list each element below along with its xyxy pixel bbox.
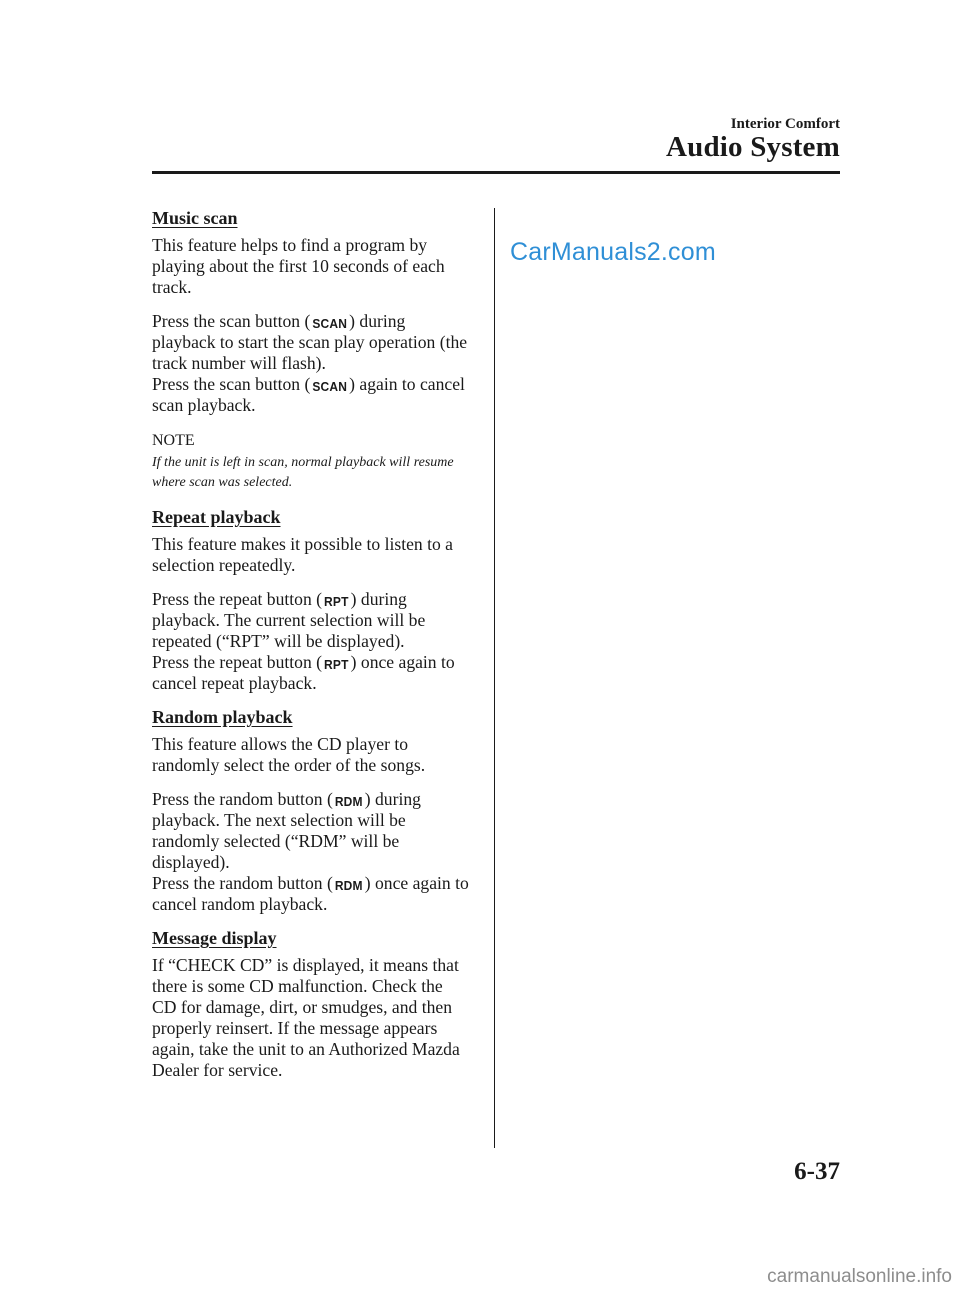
watermark-text: CarManuals2.com — [510, 238, 716, 266]
page-title: Audio System — [665, 131, 840, 163]
section-label: Interior Comfort — [730, 116, 840, 132]
text-fragment: Press the random button ( — [152, 873, 333, 893]
random-playback-intro: This feature allows the CD player to randomly select the order of the songs. — [152, 734, 426, 775]
scan-button-icon: SCAN — [312, 379, 348, 395]
repeat-playback-step-cancel — [152, 652, 470, 694]
repeat-button-icon: RPT — [324, 594, 349, 610]
header-divider — [152, 171, 840, 174]
text-fragment: Press the random button ( — [152, 789, 333, 809]
music-scan-step-cancel — [152, 374, 470, 416]
music-scan-intro: This feature helps to find a program by playing about the first 10 seconds of each track. — [152, 235, 445, 297]
random-playback-step-start — [152, 789, 470, 873]
footer-watermark: carmanualsonline.info — [767, 1266, 952, 1287]
repeat-playback-step-start — [152, 589, 470, 652]
message-display-heading: Message display — [152, 928, 277, 948]
random-playback-step-cancel — [152, 873, 470, 915]
text-fragment: ) again to cancel scan playback. — [152, 374, 465, 415]
repeat-playback-section — [152, 507, 470, 694]
music-scan-section — [152, 208, 470, 493]
text-fragment: ) once again to cancel repeat playback. — [152, 652, 455, 693]
text-fragment: ) once again to cancel random playback. — [152, 873, 469, 914]
scan-button-icon: SCAN — [312, 316, 348, 332]
random-button-icon: RDM — [334, 794, 363, 810]
left-column — [152, 208, 470, 1094]
repeat-playback-heading: Repeat playback — [152, 507, 281, 527]
random-playback-heading: Random playback — [152, 707, 293, 727]
repeat-playback-intro: This feature makes it possible to listen to a selection repeatedly. — [152, 534, 453, 575]
text-fragment: Press the scan button ( — [152, 374, 311, 394]
text-fragment: ) during playback to start the scan play operation (the track number will flash). — [152, 311, 468, 373]
text-fragment: Press the repeat button ( — [152, 589, 323, 609]
music-scan-step-start — [152, 311, 470, 374]
note-text: If the unit is left in scan, normal playback will resume where scan was selected. — [152, 455, 454, 490]
note-label: NOTE — [152, 432, 195, 449]
text-fragment: ) during playback. The next selection will be randomly selected (“RDM” will be displayed). — [152, 789, 421, 872]
text-fragment: Press the scan button ( — [152, 311, 311, 331]
message-display-section — [152, 928, 470, 1081]
message-display-text: If “CHECK CD” is displayed, it means that there is some CD malfunction. Check the CD for damage, dirt, or smudges, and then properly reinsert. If the message appears again, take the unit to an Authorized Mazda Dealer for service. — [152, 955, 460, 1080]
repeat-button-icon: RPT — [324, 657, 349, 673]
column-divider — [494, 208, 495, 1148]
text-fragment: ) during playback. The current selection will be repeated (“RPT” will be displayed). — [152, 589, 426, 651]
text-fragment: Press the repeat button ( — [152, 652, 323, 672]
random-playback-section — [152, 707, 470, 915]
music-scan-heading: Music scan — [152, 208, 238, 228]
random-button-icon: RDM — [334, 878, 363, 894]
page-number: 6-37 — [794, 1158, 840, 1185]
